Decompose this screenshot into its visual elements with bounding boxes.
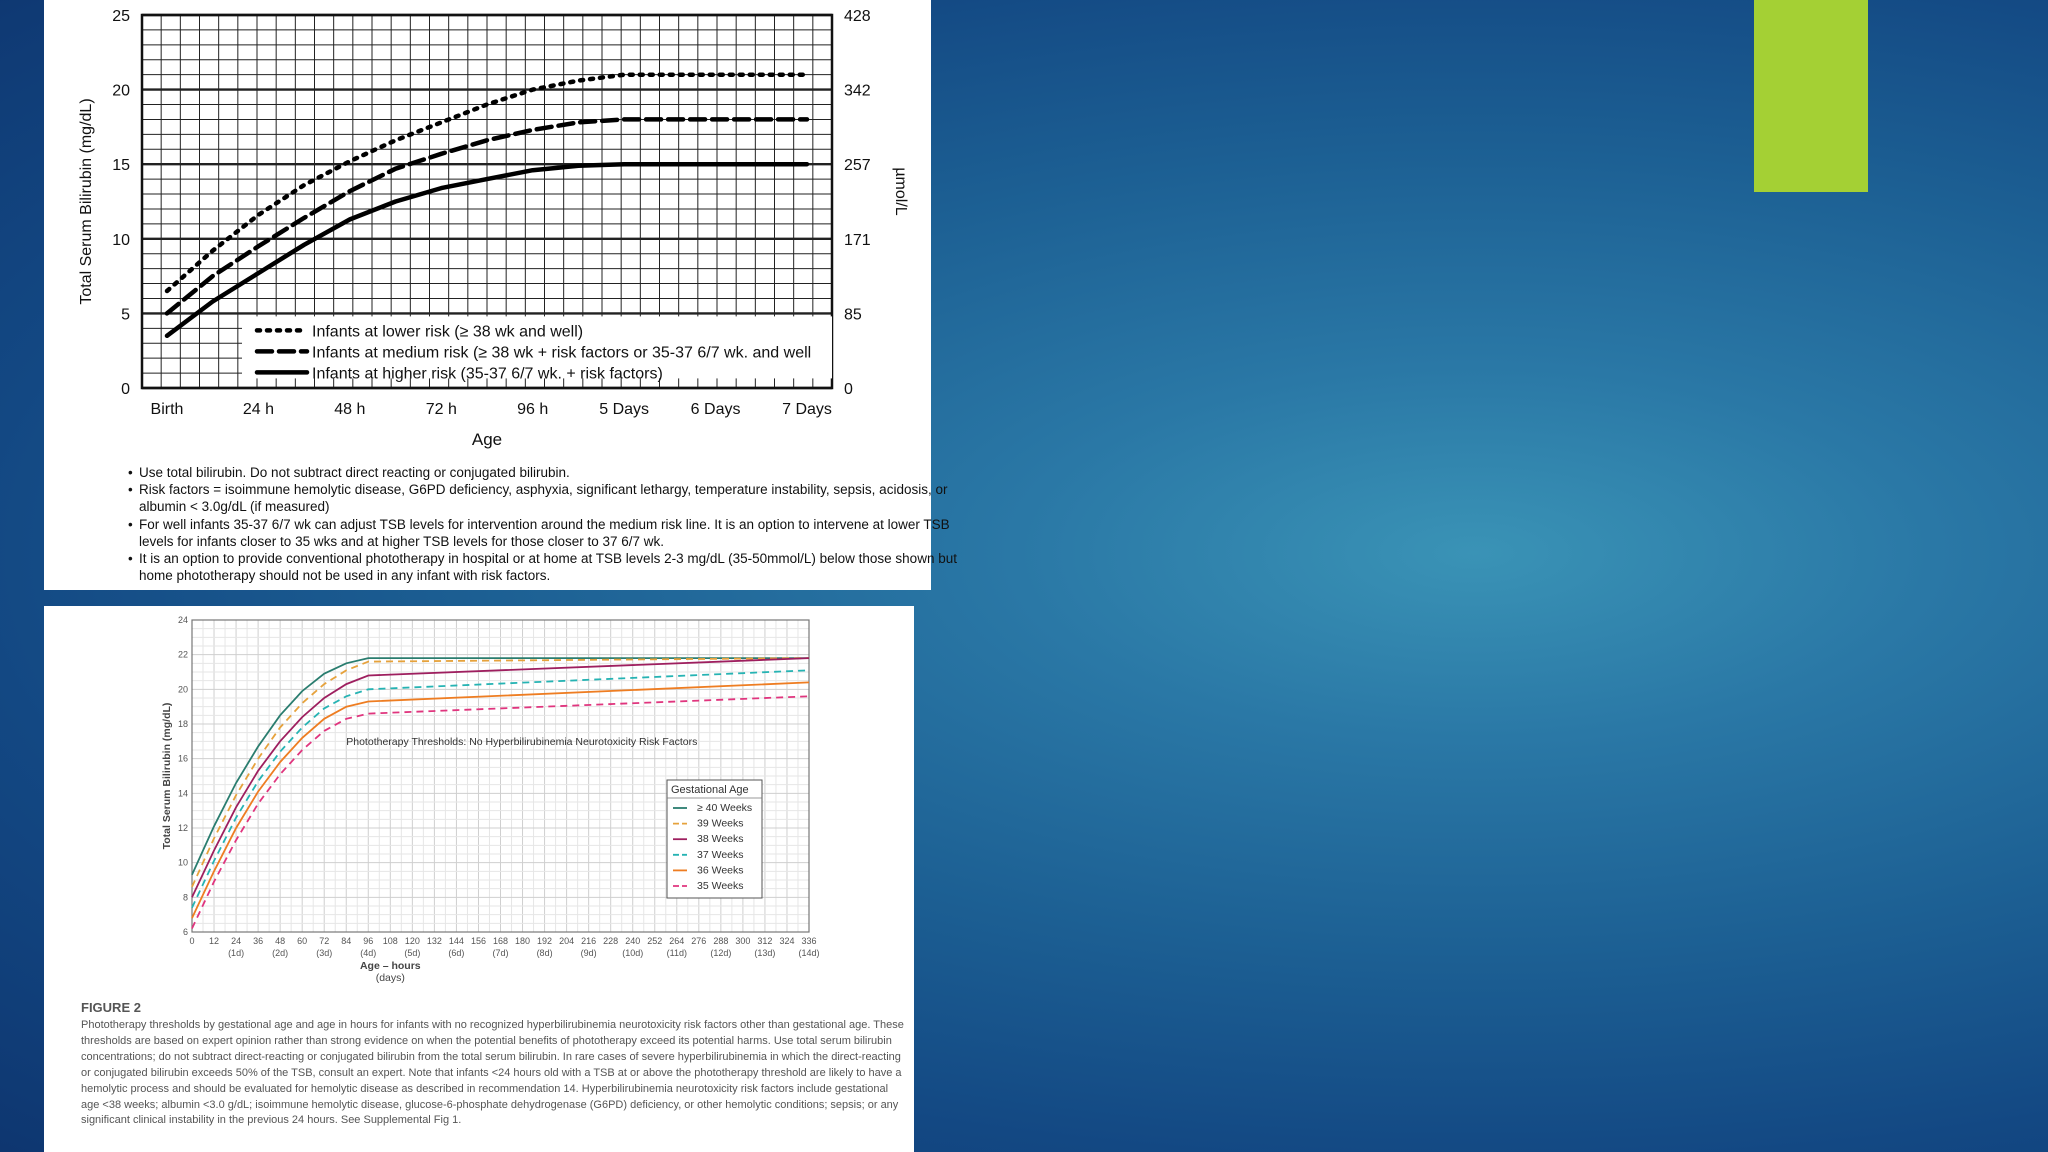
legend-label: Infants at medium risk (≥ 38 wk + risk factors or 35-37 6/7 wk. and well xyxy=(312,344,812,362)
x-day-tick-label: (11d) xyxy=(666,948,687,958)
x-day-tick-label: (2d) xyxy=(272,948,289,958)
x-day-tick-label: (10d) xyxy=(622,948,644,958)
x-axis-label: Age – hours xyxy=(359,960,421,972)
x-tick-label: 96 h xyxy=(517,401,549,418)
x-day-tick-label: (5d) xyxy=(404,948,421,958)
y2-tick-label: 257 xyxy=(844,157,871,175)
x-tick-label: 120 xyxy=(404,936,420,946)
y-tick-label: 12 xyxy=(177,823,188,833)
note-item: • Use total bilirubin. Do not subtract direct reacting or conjugated bilirubin. xyxy=(128,464,958,481)
y2-tick-label: 342 xyxy=(844,82,871,100)
legend-label: ≥ 40 Weeks xyxy=(697,802,753,814)
x-tick-label: 300 xyxy=(735,936,751,946)
legend-label: 36 Weeks xyxy=(697,864,744,877)
x-axis-label: Age xyxy=(471,430,503,449)
x-tick-label: 48 h xyxy=(334,401,366,418)
y-axis-label: Total Serum Bilirubin (mg/dL) xyxy=(78,98,95,305)
y-tick-label: 20 xyxy=(112,82,130,100)
x-day-tick-label: (9d) xyxy=(580,948,597,958)
y-tick-label: 10 xyxy=(112,231,130,249)
x-tick-label: 72 xyxy=(319,936,330,946)
y-tick-label: 24 xyxy=(177,615,188,625)
y-axis-label: Total Serum Bilirubin (mg/dL) xyxy=(161,702,173,850)
x-tick-label: 84 xyxy=(341,936,352,946)
y-tick-label: 15 xyxy=(112,157,130,175)
x-day-tick-label: (14d) xyxy=(798,948,820,958)
y-tick-label: 22 xyxy=(177,649,188,660)
chart-title: Phototherapy Thresholds: No Hyperbilirubinemia Neurotoxicity Risk Factors xyxy=(346,735,698,748)
legend-label: Infants at lower risk (≥ 38 wk and well) xyxy=(312,323,584,341)
legend-label: Infants at higher risk (35-37 6/7 wk. + risk factors) xyxy=(312,365,663,383)
accent-block xyxy=(1754,0,1868,192)
x-tick-label: 24 h xyxy=(242,401,274,418)
x-day-tick-label: (6d) xyxy=(448,948,465,958)
x-tick-label: 96 xyxy=(363,936,374,946)
figure-notes xyxy=(128,464,958,584)
x-day-tick-label: (4d) xyxy=(360,948,377,958)
x-tick-label: 168 xyxy=(492,936,509,946)
bottom-figure-panel xyxy=(44,606,914,1152)
x-tick-label: 5 Days xyxy=(599,401,650,418)
x-tick-label: 264 xyxy=(669,936,685,946)
x-tick-label: 240 xyxy=(625,936,641,946)
x-tick-label: 0 xyxy=(189,936,195,946)
x-tick-label: 60 xyxy=(297,936,308,946)
x-tick-label: 216 xyxy=(581,936,597,946)
x-tick-label: Birth xyxy=(150,401,184,418)
x-tick-label: 72 h xyxy=(425,401,457,418)
y-tick-label: 5 xyxy=(121,306,130,324)
note-item: • It is an option to provide conventional phototherapy in hospital or at home at TSB levels 2-3 mg/dL (35-50mmol/L) below those shown but home phototherapy should not be used in any infant with risk factors. xyxy=(128,550,958,584)
legend-label: 37 Weeks xyxy=(697,848,744,861)
x-tick-label: 36 xyxy=(253,936,264,946)
x-day-tick-label: (13d) xyxy=(754,948,776,958)
x-axis-sublabel: (days) xyxy=(375,972,405,984)
x-tick-label: 156 xyxy=(470,936,486,946)
x-day-tick-label: (7d) xyxy=(492,948,509,958)
y-tick-label: 8 xyxy=(182,892,188,903)
note-item: • For well infants 35-37 6/7 wk can adjust TSB levels for intervention around the medium risk line. It is an option to intervene at lower TSB levels for infants closer to 35 wks and at higher TSB levels for those closer to 37 6/7 wk. xyxy=(128,516,958,550)
x-tick-label: 336 xyxy=(801,936,817,946)
y-tick-label: 16 xyxy=(177,753,188,764)
legend-label: 39 Weeks xyxy=(697,817,744,830)
y-tick-label: 6 xyxy=(182,927,188,937)
x-tick-label: 228 xyxy=(603,936,619,946)
x-tick-label: 276 xyxy=(691,936,707,946)
x-tick-label: 288 xyxy=(713,936,729,946)
note-item: • Risk factors = isoimmune hemolytic disease, G6PD deficiency, asphyxia, significant lethargy, temperature instability, sepsis, acidosis, or albumin < 3.0g/dL (if measured) xyxy=(128,481,958,515)
x-tick-label: 204 xyxy=(559,936,575,946)
x-tick-label: 7 Days xyxy=(782,401,832,418)
x-tick-label: 132 xyxy=(426,936,442,946)
legend-title: Gestational Age xyxy=(671,784,749,796)
y2-tick-label: 171 xyxy=(844,231,871,249)
x-day-tick-label: (12d) xyxy=(710,948,732,958)
x-tick-label: 24 xyxy=(231,936,242,946)
y2-tick-label: 85 xyxy=(844,306,862,324)
y-tick-label: 14 xyxy=(177,788,188,799)
x-tick-label: 108 xyxy=(382,936,398,946)
x-tick-label: 312 xyxy=(757,936,773,946)
y2-tick-label: 0 xyxy=(844,381,853,398)
x-tick-label: 324 xyxy=(779,936,795,946)
x-tick-label: 180 xyxy=(515,936,531,946)
y2-axis-label: µmol/L xyxy=(892,167,909,216)
top-figure-panel xyxy=(44,0,957,590)
gestational-age-threshold-chart xyxy=(44,606,914,996)
figure-caption-text: Phototherapy thresholds by gestational age and age in hours for infants with no recognized hyperbilirubinemia neurotoxicity risk factors other than gestational age. These thresholds are based on expert opinion rather than strong evidence on when the potential benefits of phototherapy exceed its potential harms. Use total serum bilirubin concentrations; do not subtract direct-reacting or conjugated bilirubin from the total serum bilirubin. In rare cases of severe hyperbilirubinemia in which the direct-reacting or conjugated bilirubin exceeds 50% of the TSB, consult an expert. Note that infants <24 hours old with a TSB at or above the phototherapy threshold are likely to have a hemolytic process and should be evaluated for hemolytic disease as described in recommendation 14. Hyperbilirubinemia neurotoxicity risk factors include gestational age <38 weeks; albumin <3.0 g/dL; isoimmune hemolytic disease, glucose-6-phosphate dehydrogenase (G6PD) deficiency, or other hemolytic conditions; sepsis; or any significant clinical instability in the previous 24 hours. See Supplemental Fig 1. xyxy=(81,1019,904,1127)
y-tick-label: 18 xyxy=(177,719,188,729)
x-tick-label: 12 xyxy=(209,936,220,946)
y-tick-label: 0 xyxy=(121,381,130,398)
x-tick-label: 144 xyxy=(448,936,464,946)
legend-label: 38 Weeks xyxy=(697,833,744,846)
x-tick-label: 6 Days xyxy=(690,401,741,418)
x-tick-label: 48 xyxy=(275,936,286,946)
y-tick-label: 25 xyxy=(112,8,130,25)
phototherapy-risk-chart xyxy=(44,0,931,460)
figure-caption xyxy=(81,1000,907,1129)
figure-label: FIGURE 2 xyxy=(81,1000,141,1015)
y-tick-label: 20 xyxy=(177,684,188,695)
y2-tick-label: 428 xyxy=(844,8,871,25)
x-tick-label: 252 xyxy=(647,936,663,946)
x-day-tick-label: (8d) xyxy=(536,948,553,958)
x-day-tick-label: (3d) xyxy=(316,948,333,958)
x-tick-label: 192 xyxy=(537,936,553,946)
legend-label: 35 Weeks xyxy=(697,880,744,892)
x-day-tick-label: (1d) xyxy=(228,948,245,958)
y-tick-label: 10 xyxy=(177,857,188,868)
